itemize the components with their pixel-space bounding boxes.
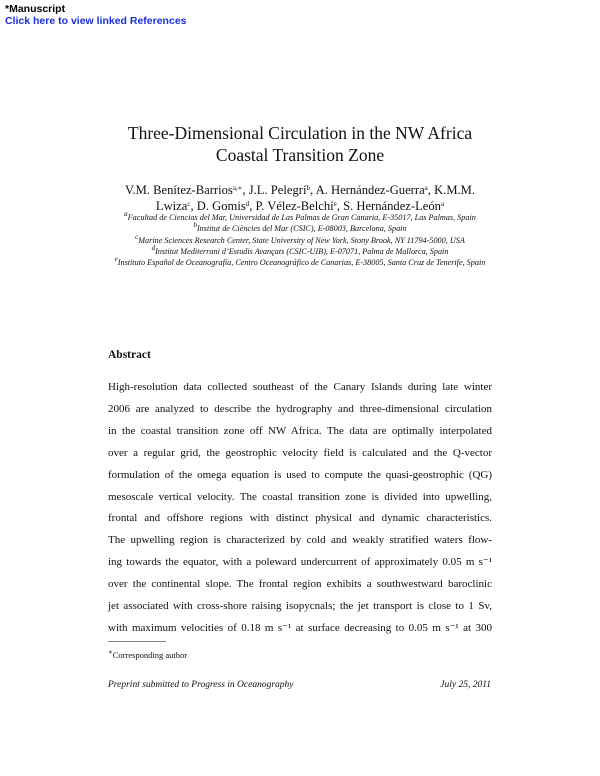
affiliation: $^c$Marine Sciences Research Center, State University of New York, Stony Brook, NY 11794-5000, USA — [135, 232, 465, 245]
abstract-line: ing towards the equator, with a poleward undercurrent of approximately 0.05 m s⁻¹ — [108, 556, 492, 569]
author: V.M. Benítez-Barrios$^{a,∗}$, — [124, 183, 249, 197]
footnote-corresponding-author: ∗Corresponding author — [108, 648, 188, 660]
manuscript-label: *Manuscript — [5, 3, 66, 15]
abstract-line: mesoscale vertical velocity. The coastal transition zone is divided into upwelling, — [108, 490, 492, 503]
author: S. Hernández-León$^a$ — [343, 199, 445, 213]
abstract-line: in the coastal transition zone off NW Africa. The data are optimally interpolated — [108, 424, 492, 437]
linked-references-link[interactable]: Click here to view linked References — [5, 15, 187, 27]
abstract-line: jet associated with cross-shore raising isopycnals; the jet transport is close to 1 Sv, — [108, 600, 492, 613]
abstract-line: The upwelling region is characterized by cold and weakly stratified waters flow- — [108, 534, 492, 547]
abstract-line: with maximum velocities of 0.18 m s⁻¹ at surface decreasing to 0.05 m s⁻¹ at 300 — [108, 621, 492, 634]
footer-date: July 25, 2011 — [440, 680, 491, 690]
affiliation-list — [108, 212, 492, 268]
paper-title — [60, 122, 540, 166]
abstract-line: frontal and offshore regions with distinct physical and dynamic characteristics. — [108, 512, 492, 525]
title-line-1: Three-Dimensional Circulation in the NW Africa — [127, 123, 473, 143]
title-line-2: Coastal Transition Zone — [215, 145, 385, 165]
author: K.M.M. Lwiza$^c$, — [155, 183, 476, 213]
abstract-line: High-resolution data collected southeast of the Canary Islands during late winter — [108, 381, 492, 393]
abstract-line: over a regular grid, the geostrophic velocity field is calculated and the Q-vector — [108, 446, 492, 459]
abstract-line: formulation of the omega equation is used to compute the quasi-geostrophic (QG) — [108, 468, 492, 481]
author: A. Hernández-Guerra$^a$, — [315, 183, 435, 197]
author-list — [108, 182, 492, 214]
abstract-line: over the continental slope. The frontal region exhibits a southwestward baroclinic — [108, 578, 492, 591]
author: J.L. Pelegrí$^b$, — [248, 183, 316, 197]
author: D. Gomis$^d$, — [196, 199, 256, 213]
author: P. Vélez-Belchí$^e$, — [255, 199, 344, 213]
affiliation: $^a$Facultad de Ciencias del Mar, Universidad de Las Palmas de Gran Canaria, E-35017, Las Palmas, Spain — [124, 210, 476, 222]
abstract-body — [108, 377, 492, 640]
affiliation: $^d$Institut Mediterrani d’Estudis Avançats (CSIC-UIB), E-07071, Palma de Mallorca, Spain — [151, 243, 449, 256]
footnote-rule — [108, 641, 166, 642]
affiliation: $^e$Instituto Español de Oceanografía, Centro Oceanográfico de Canarias, E-38005, Santa Cruz de Tenerife, Spain — [114, 255, 486, 268]
abstract-heading: Abstract — [108, 349, 151, 361]
affiliation: $^b$Institut de Ciències del Mar (CSIC), E-08003, Barcelona, Spain — [193, 221, 407, 234]
footer-journal: Preprint submitted to Progress in Oceanography — [108, 680, 294, 690]
abstract-line: 2006 are analyzed to describe the hydrography and three-dimensional circulation — [108, 402, 492, 415]
